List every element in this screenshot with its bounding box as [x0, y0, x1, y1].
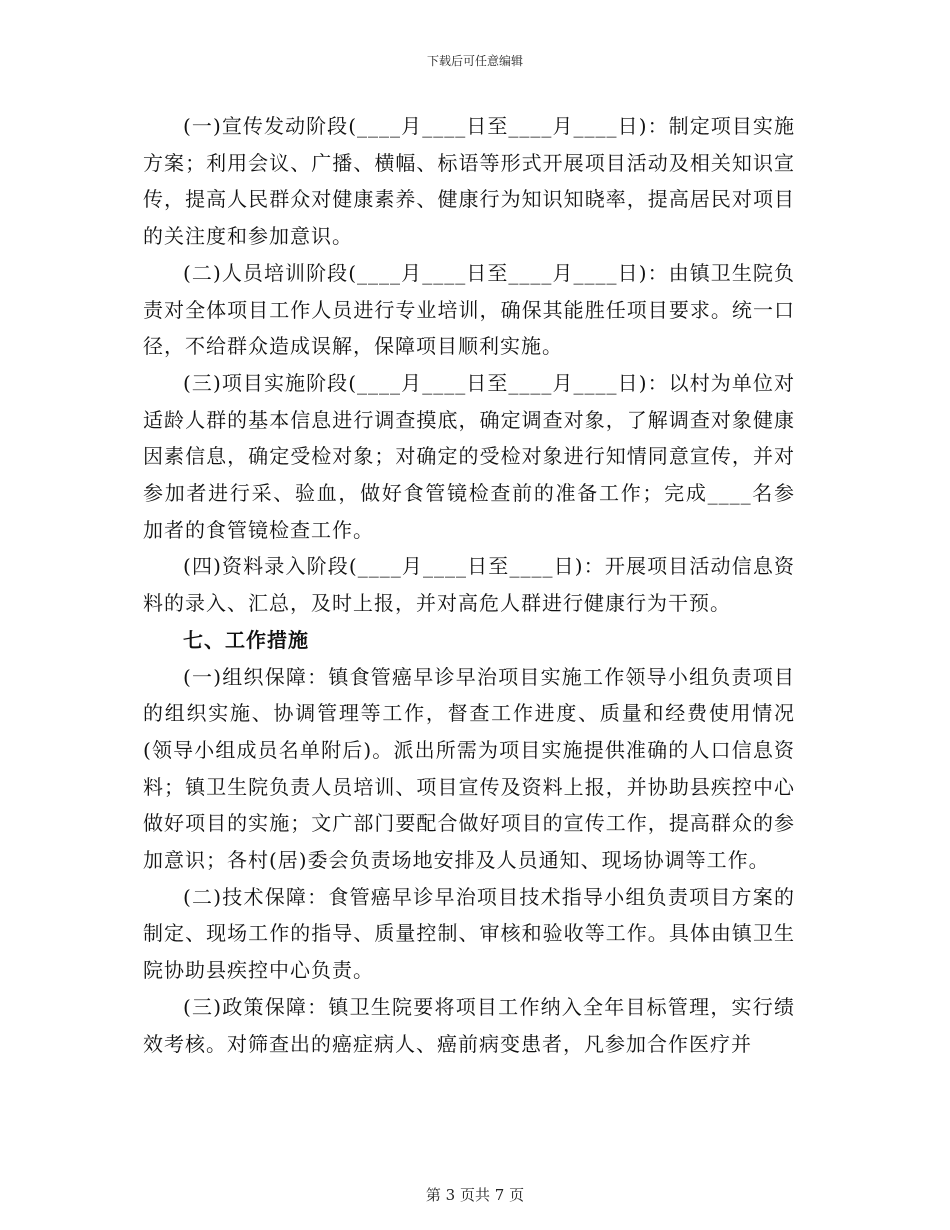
stage-paragraph-2: (二)人员培训阶段(____月____日至____月____日)：由镇卫生院负责对全体项目工作人员进行专业培训，确保其能胜任项目要求。统一口径，不给群众造成误解，保障项目顺利实施。 — [143, 260, 795, 359]
stage-paragraph-4: (四)资料录入阶段(____月____日至____日)：开展项目活动信息资料的录入、汇总，及时上报，并对高危人群进行健康行为干预。 — [143, 554, 795, 616]
page-footer: 第 3 页共 7 页 — [425, 1186, 525, 1204]
measure-paragraph-2: (二)技术保障：食管癌早诊早治项目技术指导小组负责项目方案的制定、现场工作的指导、质量控制、审核和验收等工作。具体由镇卫生院协助县疾控中心负责。 — [143, 884, 795, 983]
measure-paragraph-3: (三)政策保障：镇卫生院要将项目工作纳入全年目标管理，实行绩效考核。对筛查出的癌症病人、癌前病变患者，凡参加合作医疗并 — [143, 994, 795, 1056]
section-heading: 七、工作措施 — [183, 627, 309, 652]
document-body — [143, 108, 795, 1062]
page-header: 下载后可任意编辑 — [426, 54, 523, 68]
measure-paragraph-1: (一)组织保障：镇食管癌早诊早治项目实施工作领导小组负责项目的组织实施、协调管理等工作，督查工作进度、质量和经费使用情况(领导小组成员名单附后)。派出所需为项目实施提供准确的人口信息资料；镇卫生院负责人员培训、项目宣传及资料上报，并协助县疾控中心做好项目的实施；文广部门要配合做好项目的宣传工作，提高群众的参加意识；各村(居)委会负责场地安排及人员通知、现场协调等工作。 — [143, 664, 795, 873]
stage-paragraph-1: (一)宣传发动阶段(____月____日至____月____日)：制定项目实施方案；利用会议、广播、横幅、标语等形式开展项目活动及相关知识宣传，提高人民群众对健康素养、健康行为知识知晓率，提高居民对项目的关注度和参加意识。 — [143, 114, 795, 249]
stage-paragraph-3: (三)项目实施阶段(____月____日至____月____日)：以村为单位对适龄人群的基本信息进行调查摸底，确定调查对象，了解调查对象健康因素信息，确定受检对象；对确定的受检对象进行知情同意宣传，并对参加者进行采、验血，做好食管镜检查前的准备工作；完成____名参加者的食管镜检查工作。 — [143, 370, 795, 542]
